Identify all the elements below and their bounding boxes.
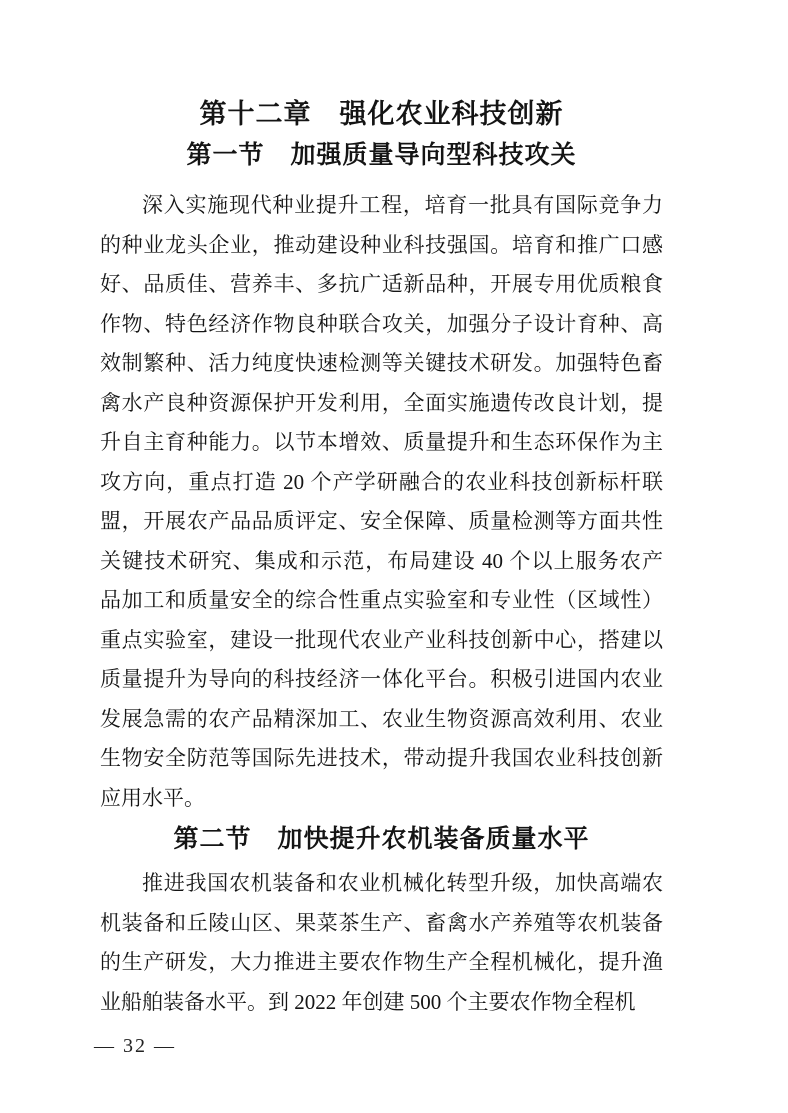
page-content (94, 0, 663, 1058)
text-line: 的生产研发，大力推进主要农作物生产全程机械化，提升渔 (100, 950, 663, 974)
text-line: 关键技术研究、集成和示范，布局建设 40 个以上服务农产 (100, 548, 663, 573)
text-line: 发展急需的农产品精深加工、农业生物资源高效利用、农业 (100, 706, 663, 731)
text-line: 作物、特色经济作物良种联合攻关，加强分子设计育种、高 (100, 311, 663, 336)
text-line: 质量提升为导向的科技经济一体化平台。积极引进国内农业 (100, 667, 663, 691)
section-2-title: 第二节 加快提升农机装备质量水平 (173, 826, 590, 853)
text-line: 盟，开展农产品品质评定、安全保障、质量检测等方面共性 (100, 509, 663, 533)
text-line: 品加工和质量安全的综合性重点实验室和专业性（区域性） (100, 588, 663, 612)
section-1-paragraph (100, 186, 663, 818)
text-line: 生物安全防范等国际先进技术，带动提升我国农业科技创新 (100, 746, 663, 770)
text-line: 应用水平。 (100, 785, 205, 810)
chapter-title: 第十二章 强化农业科技创新 (199, 99, 564, 129)
text-line: 禽水产良种资源保护开发利用，全面实施遗传改良计划，提 (100, 390, 663, 415)
text-line: 效制繁种、活力纯度快速检测等关键技术研发。加强特色畜 (100, 351, 663, 375)
text-line: 重点实验室，建设一批现代农业产业科技创新中心，搭建以 (100, 627, 663, 652)
text-line: 机装备和丘陵山区、果菜茶生产、畜禽水产养殖等农机装备 (100, 910, 663, 935)
text-line: 推进我国农机装备和农业机械化转型升级，加快高端农 (142, 871, 663, 895)
text-line: 深入实施现代种业提升工程，培育一批具有国际竞争力 (142, 193, 663, 217)
text-line: 攻方向，重点打造 20 个产学研融合的农业科技创新标杆联 (100, 469, 663, 494)
text-line: 的种业龙头企业，推动建设种业科技强国。培育和推广口感 (100, 232, 663, 257)
section-2-paragraph (100, 864, 663, 1022)
text-line: 升自主育种能力。以节本增效、质量提升和生态环保作为主 (100, 430, 663, 454)
text-line: 好、品质佳、营养丰、多抗广适新品种，开展专用优质粮食 (100, 272, 663, 296)
section-1-title: 第一节 加强质量导向型科技攻关 (186, 142, 577, 169)
page-number: — 32 — (94, 1035, 176, 1057)
text-line: 业船舶装备水平。到 2022 年创建 500 个主要农作物全程机 (100, 989, 636, 1014)
